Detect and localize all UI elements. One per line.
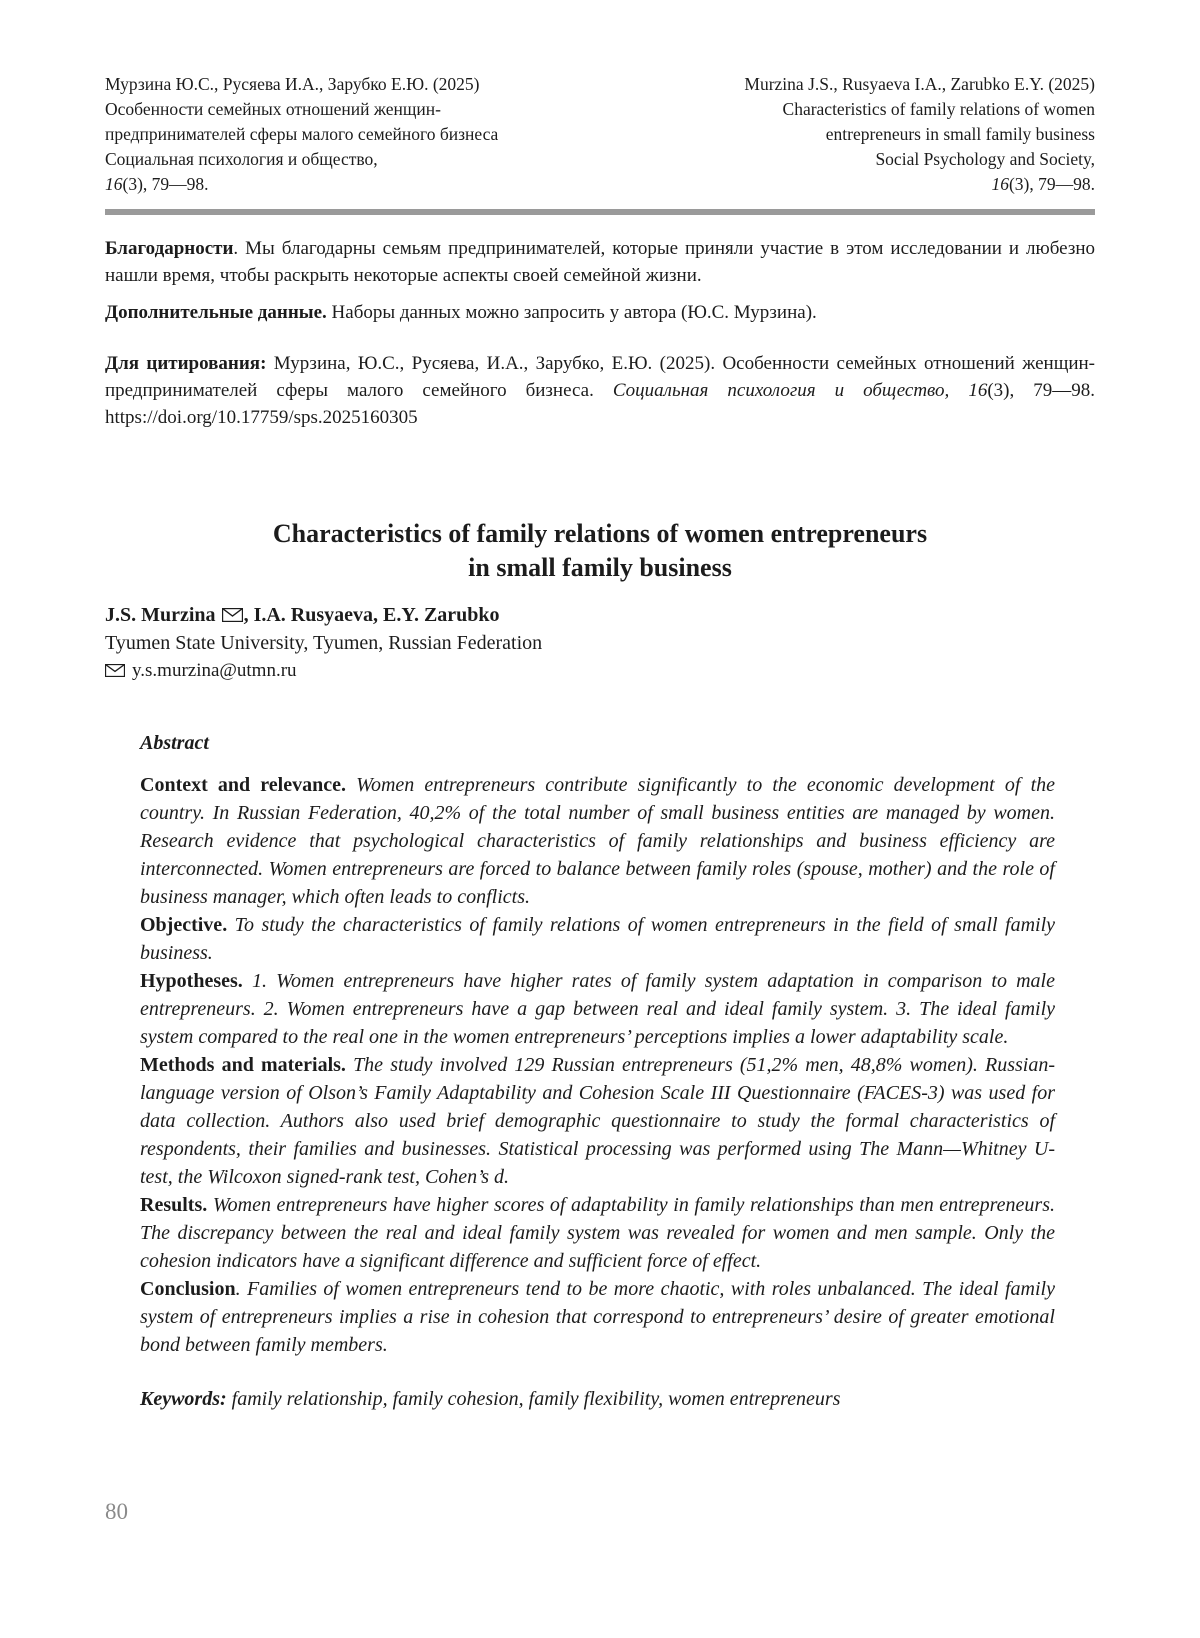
author-line [105, 602, 1095, 630]
page-number: 80 [105, 1499, 128, 1524]
keywords-block [140, 1385, 1055, 1413]
author-name-corresponding: J.S. Murzina [105, 604, 216, 627]
envelope-icon [105, 658, 125, 685]
article-title: Characteristics of family relations of women entrepreneurs in small family business [272, 519, 928, 582]
citation-line: Социальная психология и общество, [105, 149, 378, 169]
citation-line: Особенности семейных отношений женщин- [105, 99, 441, 119]
abstract-paragraph: Context and relevance. Women entrepreneurs contribute significantly to the economic development of the country. In Russian Federation, 40,2% of the total number of small business entities are managed by women. Research evidence that psychological characteristics of family relationships and business efficiency are interconnected. Women entrepreneurs are forced to balance between family roles (spouse, mother) and the role of business manager, which often leads to conflicts. [140, 774, 1055, 909]
citation-line: 16(3), 79—98. [105, 174, 209, 194]
email-address: y.s.murzina@utmn.ru [132, 660, 297, 682]
abstract-paragraph: Results. Women entrepreneurs have higher scores of adaptability in family relationships than men entrepreneurs. The discrepancy between the real and ideal family system was revealed for women and men sample. Only the cohesion indicators have a significant difference and sufficient force of effect. [140, 1194, 1055, 1273]
abstract-section [140, 729, 1055, 1413]
note-paragraph: Благодарности. Мы благодарны семьям предпринимателей, которые приняли участие в этом исследовании и любезно нашли время, чтобы раскрыть некоторые аспекты своей семейной жизни. [105, 238, 1095, 286]
abstract-paragraph: Objective. To study the characteristics of family relations of women entrepreneurs in the field of small family business. [140, 914, 1055, 965]
citation-line: 16(3), 79—98. [991, 174, 1095, 194]
abstract-body [140, 771, 1055, 1359]
note-paragraph: Дополнительные данные. Наборы данных можно запросить у автора (Ю.С. Мурзина). [105, 302, 817, 323]
citation-line: Characteristics of family relations of women [782, 99, 1095, 119]
citation-block-russian [105, 72, 498, 197]
citation-line: Social Psychology and Society, [875, 149, 1095, 169]
front-matter-notes [105, 235, 1095, 431]
note-paragraph: Для цитирования: Мурзина, Ю.С., Русяева, И.А., Зарубко, Е.Ю. (2025). Особенности семейных отношений женщин-предпринимателей сферы малого семейного бизнеса. Социальная психология и общество, 16(3), 79—98. https://doi.org/10.17759/sps.2025160305 [105, 353, 1095, 428]
affiliation: Tyumen State University, Tyumen, Russian Federation [105, 632, 543, 655]
running-head [105, 72, 1095, 197]
email-line [105, 657, 1095, 685]
citation-line: Murzina J.S., Rusyaeva I.A., Zarubko E.Y. (2025) [744, 74, 1095, 94]
abstract-paragraph: Hypotheses. 1. Women entrepreneurs have higher rates of family system adaptation in comparison to male entrepreneurs. 2. Women entrepreneurs have a gap between real and ideal family system. 3. The ideal family system compared to the real one in the women entrepreneurs’ perceptions implies a lower adaptability scale. [140, 970, 1055, 1049]
citation-line: entrepreneurs in small family business [825, 124, 1095, 144]
citation-line: предпринимателей сферы малого семейного бизнеса [105, 124, 499, 144]
envelope-icon [222, 603, 243, 630]
citation-line: Мурзина Ю.С., Русяева И.А., Зарубко Е.Ю. (2025) [105, 74, 480, 94]
abstract-heading: Abstract [140, 732, 209, 755]
citation-block-english [744, 72, 1095, 197]
abstract-paragraph: Conclusion. Families of women entrepreneurs tend to be more chaotic, with roles unbalanced. The ideal family system of entrepreneurs implies a rise in cohesion that correspond to entrepreneurs’ desire of greater emotional bond between family members. [140, 1278, 1055, 1357]
separator-rule [105, 209, 1095, 215]
keywords-paragraph: Keywords: family relationship, family cohesion, family flexibility, women entrepreneurs [140, 1388, 841, 1411]
abstract-paragraph: Methods and materials. The study involved 129 Russian entrepreneurs (51,2% men, 48,8% women). Russian-language version of Olson’s Family Adaptability and Cohesion Scale III Questionnaire (FACES-3) was used for data collection. Authors also used brief demographic questionnaire to study the formal characteristics of respondents, their families and businesses. Statistical processing was performed using The Mann—Whitney U-test, the Wilcoxon signed-rank test, Cohen’s d. [140, 1054, 1055, 1189]
author-names-rest: , I.A. Rusyaeva, E.Y. Zarubko [243, 604, 500, 627]
